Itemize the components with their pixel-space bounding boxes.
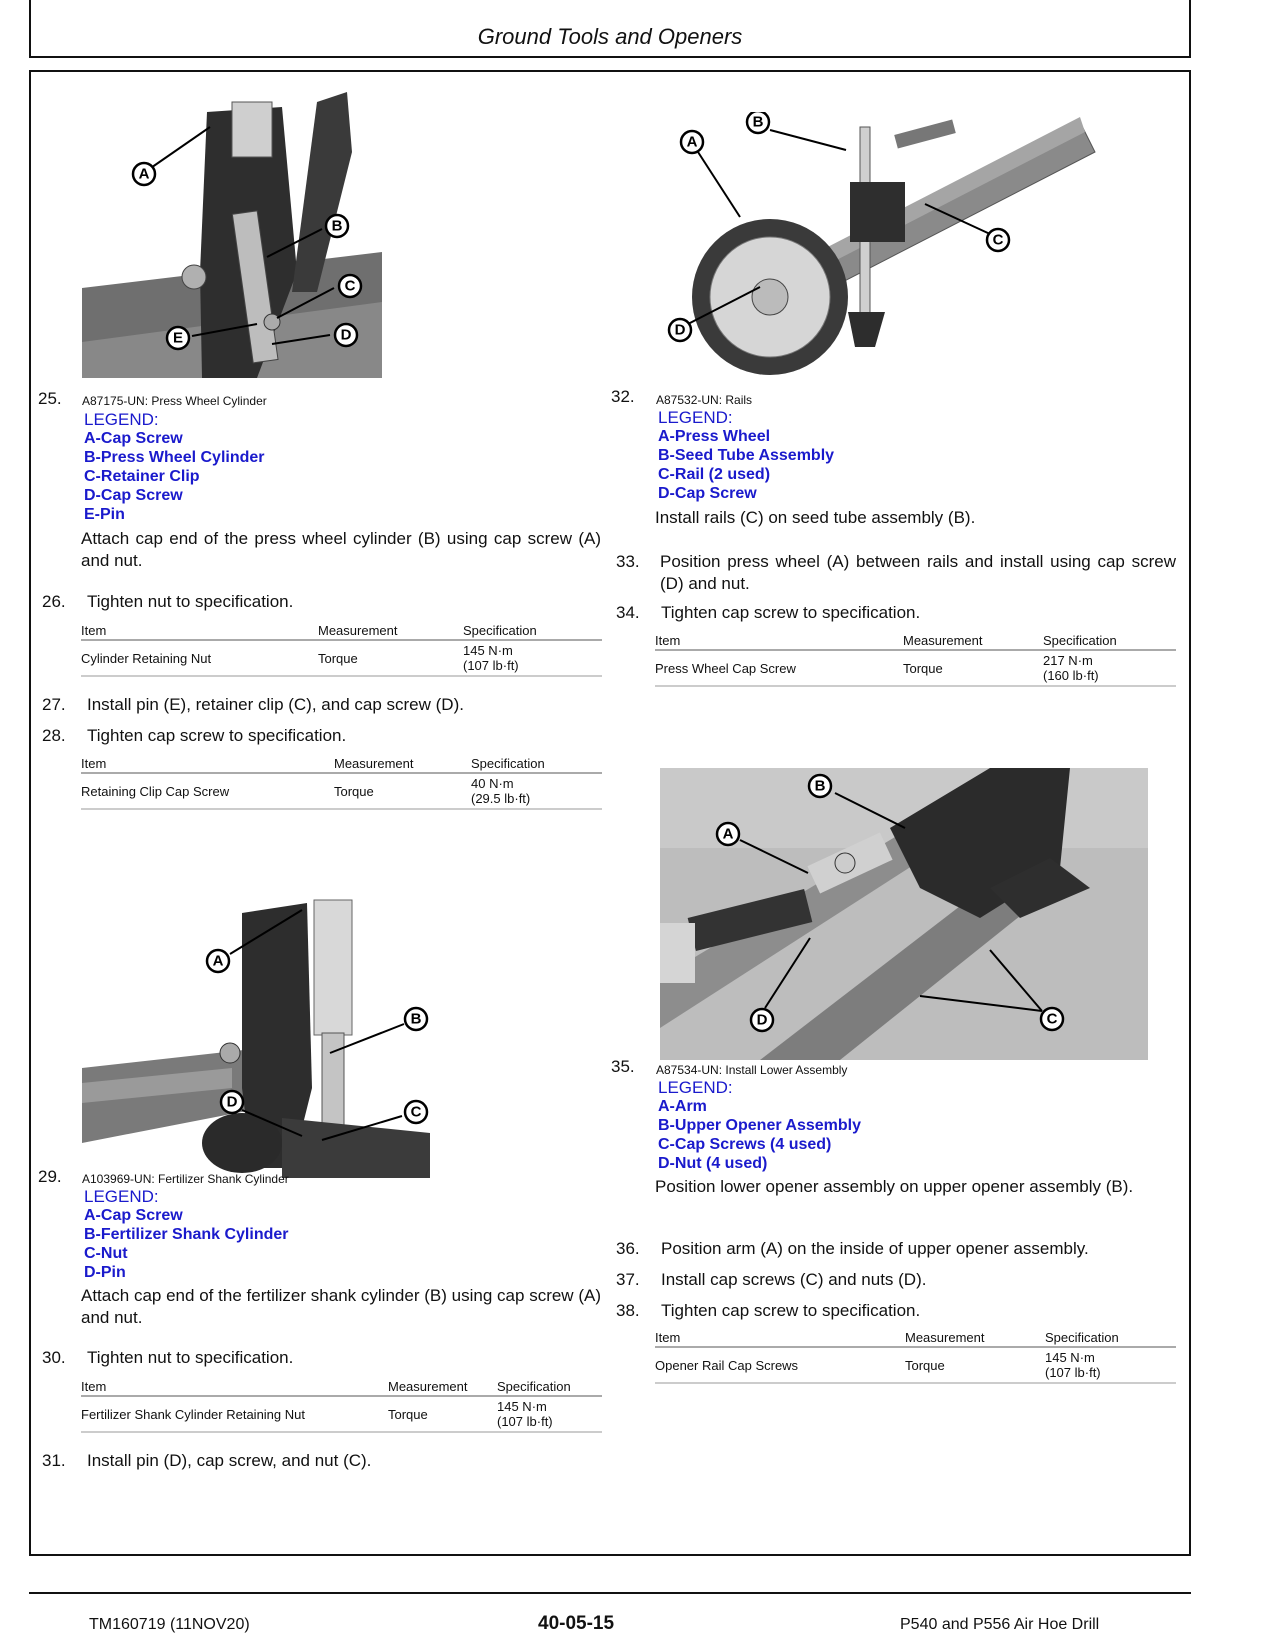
legend-item: A-Arm [658,1098,707,1115]
col-header: Item [655,1330,905,1347]
callout-a-label: A [138,165,150,183]
legend-item: E-Pin [84,506,125,523]
legend-item: D-Nut (4 used) [658,1155,768,1172]
cell-item: Retaining Clip Cap Screw [81,773,334,809]
callout-d-label: D [340,326,352,344]
col-header: Measurement [318,623,463,640]
legend-item: D-Pin [84,1264,126,1281]
step-text: Tighten nut to specification. [87,592,294,611]
spec-imperial: (160 lb·ft) [1043,668,1099,683]
step-text: Tighten cap screw to specification. [661,603,921,622]
callout-c-label: C [344,277,356,295]
spec-metric: 145 N·m [1045,1350,1095,1365]
cell-item: Fertilizer Shank Cylinder Retaining Nut [81,1396,388,1432]
figure-caption: A87175-UN: Press Wheel Cylinder [82,394,267,408]
spec-imperial: (107 lb·ft) [497,1414,553,1429]
callout-e-label: E [172,329,184,347]
step-text: Position press wheel (A) between rails and install using cap screw (D) and nut. [660,552,1176,593]
step-number: 37. [616,1270,640,1289]
col-header: Measurement [334,756,471,773]
step-number: 33. [616,552,640,571]
footer-doc-id: TM160719 (11NOV20) [89,1616,250,1633]
page-title: Ground Tools and Openers [477,24,743,49]
callout-b-label: B [331,217,343,235]
col-header: Item [81,623,318,640]
legend-item: C-Retainer Clip [84,468,200,485]
instruction-text: Attach cap end of the press wheel cylinder (B) using cap screw (A) and nut. [81,529,601,570]
rails-figure [660,112,1096,380]
callout-d-label: D [226,1093,238,1111]
cell-spec [463,640,602,676]
legend [658,1078,861,1173]
step-31 [42,1451,602,1473]
cell-spec [1045,1347,1176,1383]
legend-item: C-Rail (2 used) [658,466,771,483]
instruction-text: Position lower opener assembly on upper opener assembly (B). [655,1177,1134,1196]
cell-spec [471,773,602,809]
spec-metric: 145 N·m [463,643,513,658]
legend-item: D-Cap Screw [84,487,183,504]
step-37 [616,1270,1176,1292]
legend-title: LEGEND: [84,410,159,429]
spec-metric: 40 N·m [471,776,514,791]
step-text: Tighten cap screw to specification. [661,1301,921,1320]
step-number: 26. [42,592,66,611]
step-28 [42,726,602,748]
cell-measurement: Torque [903,650,1043,686]
callout-d-label: D [756,1011,768,1029]
cell-item: Press Wheel Cap Screw [655,650,903,686]
callout-c-label: C [992,231,1004,249]
table-row [655,1347,1176,1383]
col-header: Measurement [903,633,1043,650]
callout-a-label: A [686,133,698,151]
col-header: Measurement [388,1379,497,1396]
cell-spec [497,1396,602,1432]
cell-measurement: Torque [388,1396,497,1432]
instruction-text: Install rails (C) on seed tube assembly (B). [655,508,976,527]
legend [84,410,265,524]
header-frame [29,0,1191,58]
spec-metric: 217 N·m [1043,653,1093,668]
cell-measurement: Torque [334,773,471,809]
legend-item: C-Nut [84,1245,128,1262]
step-text: Install pin (D), cap screw, and nut (C). [87,1451,372,1470]
legend-item: D-Cap Screw [658,485,757,502]
spec-table [655,1330,1176,1384]
figure-caption: A103969-UN: Fertilizer Shank Cylinder [82,1172,289,1186]
legend-item: A-Cap Screw [84,1207,183,1224]
legend [658,408,834,503]
col-header: Specification [1043,633,1176,650]
callout-c-label: C [1046,1010,1058,1028]
legend-item: A-Cap Screw [84,430,183,447]
step-number: 38. [616,1301,640,1320]
spec-table [81,1379,602,1433]
legend-item: C-Cap Screws (4 used) [658,1136,832,1153]
step-text: Install pin (E), retainer clip (C), and cap screw (D). [87,695,464,714]
col-header: Specification [471,756,602,773]
step-number: 35. [611,1057,635,1076]
col-header: Specification [1045,1330,1176,1347]
col-header: Specification [463,623,602,640]
step-33 [616,551,1176,595]
callout-a-label: A [722,825,734,843]
step-number: 29. [38,1167,62,1186]
col-header: Measurement [905,1330,1045,1347]
cell-item: Opener Rail Cap Screws [655,1347,905,1383]
step-number: 36. [616,1239,640,1258]
table-row [81,640,602,676]
legend-item: B-Press Wheel Cylinder [84,449,265,466]
step-38 [616,1301,1176,1323]
spec-table [81,756,602,810]
figure-caption: A87534-UN: Install Lower Assembly [656,1063,848,1077]
table-row [655,650,1176,686]
legend-item: B-Upper Opener Assembly [658,1117,862,1134]
step-number: 34. [616,603,640,622]
step-30 [42,1348,602,1370]
cell-measurement: Torque [905,1347,1045,1383]
callout-a-label: A [212,952,224,970]
col-header: Item [81,756,334,773]
table-row [81,773,602,809]
legend-item: B-Seed Tube Assembly [658,447,835,464]
step-number: 27. [42,695,66,714]
step-text: Install cap screws (C) and nuts (D). [661,1270,927,1289]
callout-c-label: C [410,1103,422,1121]
step-text: Tighten nut to specification. [87,1348,294,1367]
spec-table [81,623,602,677]
cell-spec [1043,650,1176,686]
step-34 [616,603,1176,625]
table-row [81,1396,602,1432]
step-number: 31. [42,1451,66,1470]
step-27 [42,695,602,717]
footer-model: P540 and P556 Air Hoe Drill [900,1616,1100,1633]
spec-metric: 145 N·m [497,1399,547,1414]
col-header: Item [81,1379,388,1396]
press-wheel-cylinder-figure [82,92,382,378]
legend [84,1187,289,1282]
step-number: 25. [38,389,62,408]
install-lower-assembly-figure [660,768,1148,1060]
callout-b-label: B [410,1010,422,1028]
page-number: 40-05-15 [538,1613,615,1634]
legend-title: LEGEND: [658,1078,733,1097]
legend-title: LEGEND: [658,408,733,427]
callout-b-label: B [814,777,826,795]
col-header: Specification [497,1379,602,1396]
step-text: Tighten cap screw to specification. [87,726,347,745]
callout-b-label: B [752,113,764,131]
instruction-text: Attach cap end of the fertilizer shank cylinder (B) using cap screw (A) and nut. [81,1286,601,1327]
col-header: Item [655,633,903,650]
step-number: 32. [611,387,635,406]
step-number: 28. [42,726,66,745]
cell-item: Cylinder Retaining Nut [81,640,318,676]
step-number: 30. [42,1348,66,1367]
spec-imperial: (107 lb·ft) [463,658,519,673]
spec-imperial: (107 lb·ft) [1045,1365,1101,1380]
step-text: Position arm (A) on the inside of upper opener assembly. [661,1239,1089,1258]
legend-title: LEGEND: [84,1187,159,1206]
fertilizer-shank-cylinder-figure [82,888,430,1178]
spec-table [655,633,1176,687]
figure-caption: A87532-UN: Rails [656,393,753,407]
step-26 [42,592,602,614]
spec-imperial: (29.5 lb·ft) [471,791,531,806]
cell-measurement: Torque [318,640,463,676]
step-36 [616,1239,1176,1261]
legend-item: A-Press Wheel [658,428,771,445]
footer-rule [29,1592,1191,1594]
callout-d-label: D [674,321,686,339]
legend-item: B-Fertilizer Shank Cylinder [84,1226,289,1243]
